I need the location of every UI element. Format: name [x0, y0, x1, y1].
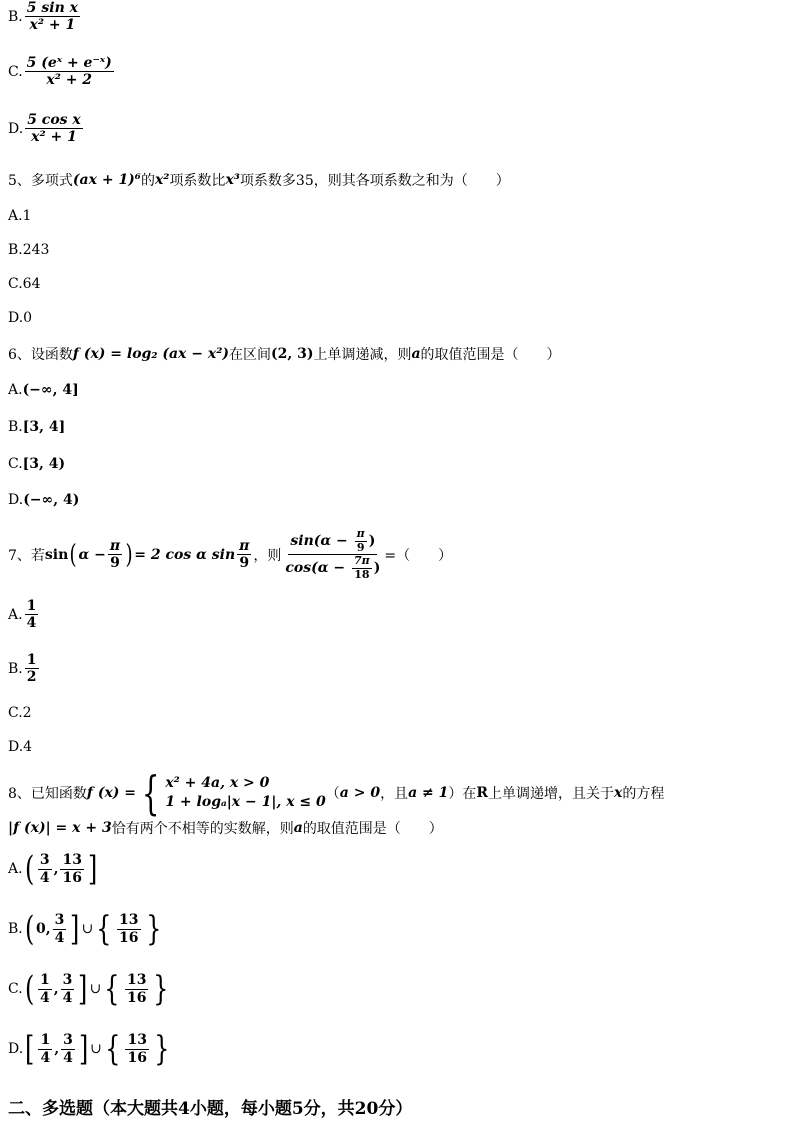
- fraction: $\frac{\pi}{9}$: [239, 538, 250, 572]
- fraction: $\frac{13}{16}$: [126, 972, 147, 1006]
- q8-option-c: C. ( $\frac{1}{4}$ , $\frac{3}{4}$ ] ∪ { $\frac{13}{16}$ }: [8, 969, 169, 1009]
- fraction: $\frac{3}{4}$: [62, 972, 73, 1006]
- fraction: $\frac{\text{5 (eˣ + e⁻ˣ)}}{\text{x² + 2}}$: [26, 55, 112, 89]
- section-heading: 二、多选题（本大题共4小题，每小题5分，共20分）: [8, 1099, 413, 1119]
- q5-option-b: B.243: [8, 242, 50, 258]
- fraction: $\frac{13}{16}$: [127, 1032, 147, 1066]
- fraction: $\frac{1}{4}$: [40, 1032, 51, 1066]
- q7-option-b: B. $\frac{1}{2}$: [8, 652, 37, 686]
- q6-option-a: A. (−∞, 4]: [8, 382, 79, 398]
- q5-option-c: C.64: [8, 276, 41, 292]
- fraction: $\frac{\text{5 sin x}}{\text{x² + 1}}$: [26, 0, 78, 34]
- q5-option-a: A.1: [8, 208, 32, 224]
- fraction: $\frac{13}{16}$: [62, 852, 82, 886]
- q4-option-b: B. $\frac{\text{5 sin x}}{\text{x² + 1}}$: [8, 0, 78, 34]
- fraction: $\frac{\text{5 cos x}}{\text{x² + 1}}$: [27, 112, 81, 146]
- fraction: sin(α − $\frac{\pi}{9}$ ) cos(α − $\frac{7\pi}{18}$ ): [285, 527, 381, 581]
- q6-option-d: D. (−∞, 4): [8, 492, 80, 508]
- q5-option-d: D.0: [8, 310, 33, 326]
- fraction: $\frac{3}{4}$: [54, 912, 65, 946]
- q7-option-c: C.2: [8, 705, 32, 721]
- q8-option-a: A. ( $\frac{3}{4}$ , $\frac{13}{16}$ ]: [8, 849, 98, 889]
- fraction: $\frac{3}{4}$: [63, 1032, 73, 1066]
- fraction: $\frac{3}{4}$: [39, 852, 50, 886]
- fraction: $\frac{1}{4}$: [26, 598, 37, 632]
- q6-option-c: C. [3, 4): [8, 456, 66, 472]
- q6-option-b: B. [3, 4]: [8, 419, 66, 435]
- q8-option-b: B. ( 0, $\frac{3}{4}$ ] ∪ { $\frac{13}{16}$ }: [8, 909, 161, 949]
- fraction: $\frac{13}{16}$: [119, 912, 139, 946]
- q8-stem-line1: 8、已知函数 f (x) = { x² + 4a, x > 0 1 + logₐ|x − 1|, x ≤ 0 （ a > 0 ，且 a ≠ 1 ）在 R 上单调递增，且关于 x 的方程: [8, 766, 665, 820]
- fraction: $\frac{1}{2}$: [26, 652, 37, 686]
- q6-stem: 6、设函数 f (x) = log₂ (ax − x²) 在区间 (2, 3) 上单调递减，则 a 的取值范围是（ ）: [8, 346, 561, 363]
- q4-option-c: C. $\frac{\text{5 (eˣ + e⁻ˣ)}}{\text{x² + 2}}$: [8, 55, 112, 89]
- fraction: $\frac{1}{4}$: [39, 972, 50, 1006]
- q8-option-d: D. [ $\frac{1}{4}$ , $\frac{3}{4}$ ] ∪ { $\frac{13}{16}$ }: [8, 1029, 170, 1069]
- fraction: $\frac{7\pi}{18}$: [354, 554, 370, 581]
- q5-stem: 5、多项式 (ax + 1)⁶ 的 x² 项系数比 x³ 项系数多35，则其各项系数之和为（ ）: [8, 172, 510, 189]
- q7-option-a: A. $\frac{1}{4}$: [8, 598, 37, 632]
- q8-stem-line2: |f (x)| = x + 3 恰有两个不相等的实数解，则 a 的取值范围是（ ）: [8, 820, 443, 837]
- q7-option-d: D.4: [8, 739, 33, 755]
- fraction: $\frac{\pi}{9}$: [356, 527, 365, 554]
- fraction: $\frac{\pi}{9}$: [109, 538, 121, 572]
- q4-option-d: D. $\frac{\text{5 cos x}}{\text{x² + 1}}$: [8, 112, 81, 146]
- left-brace: {: [141, 766, 160, 820]
- piecewise-cases: x² + 4a, x > 0 1 + logₐ|x − 1|, x ≤ 0: [165, 775, 326, 810]
- q7-stem: 7、若 sin ( α − $\frac{\pi}{9}$ ) = 2 cos α sin $\frac{\pi}{9}$ ，则 sin(α − $\frac{\pi}{9}$ ) cos(α − $\frac{7\pi}{18}$ ) =（ ）: [8, 527, 453, 581]
